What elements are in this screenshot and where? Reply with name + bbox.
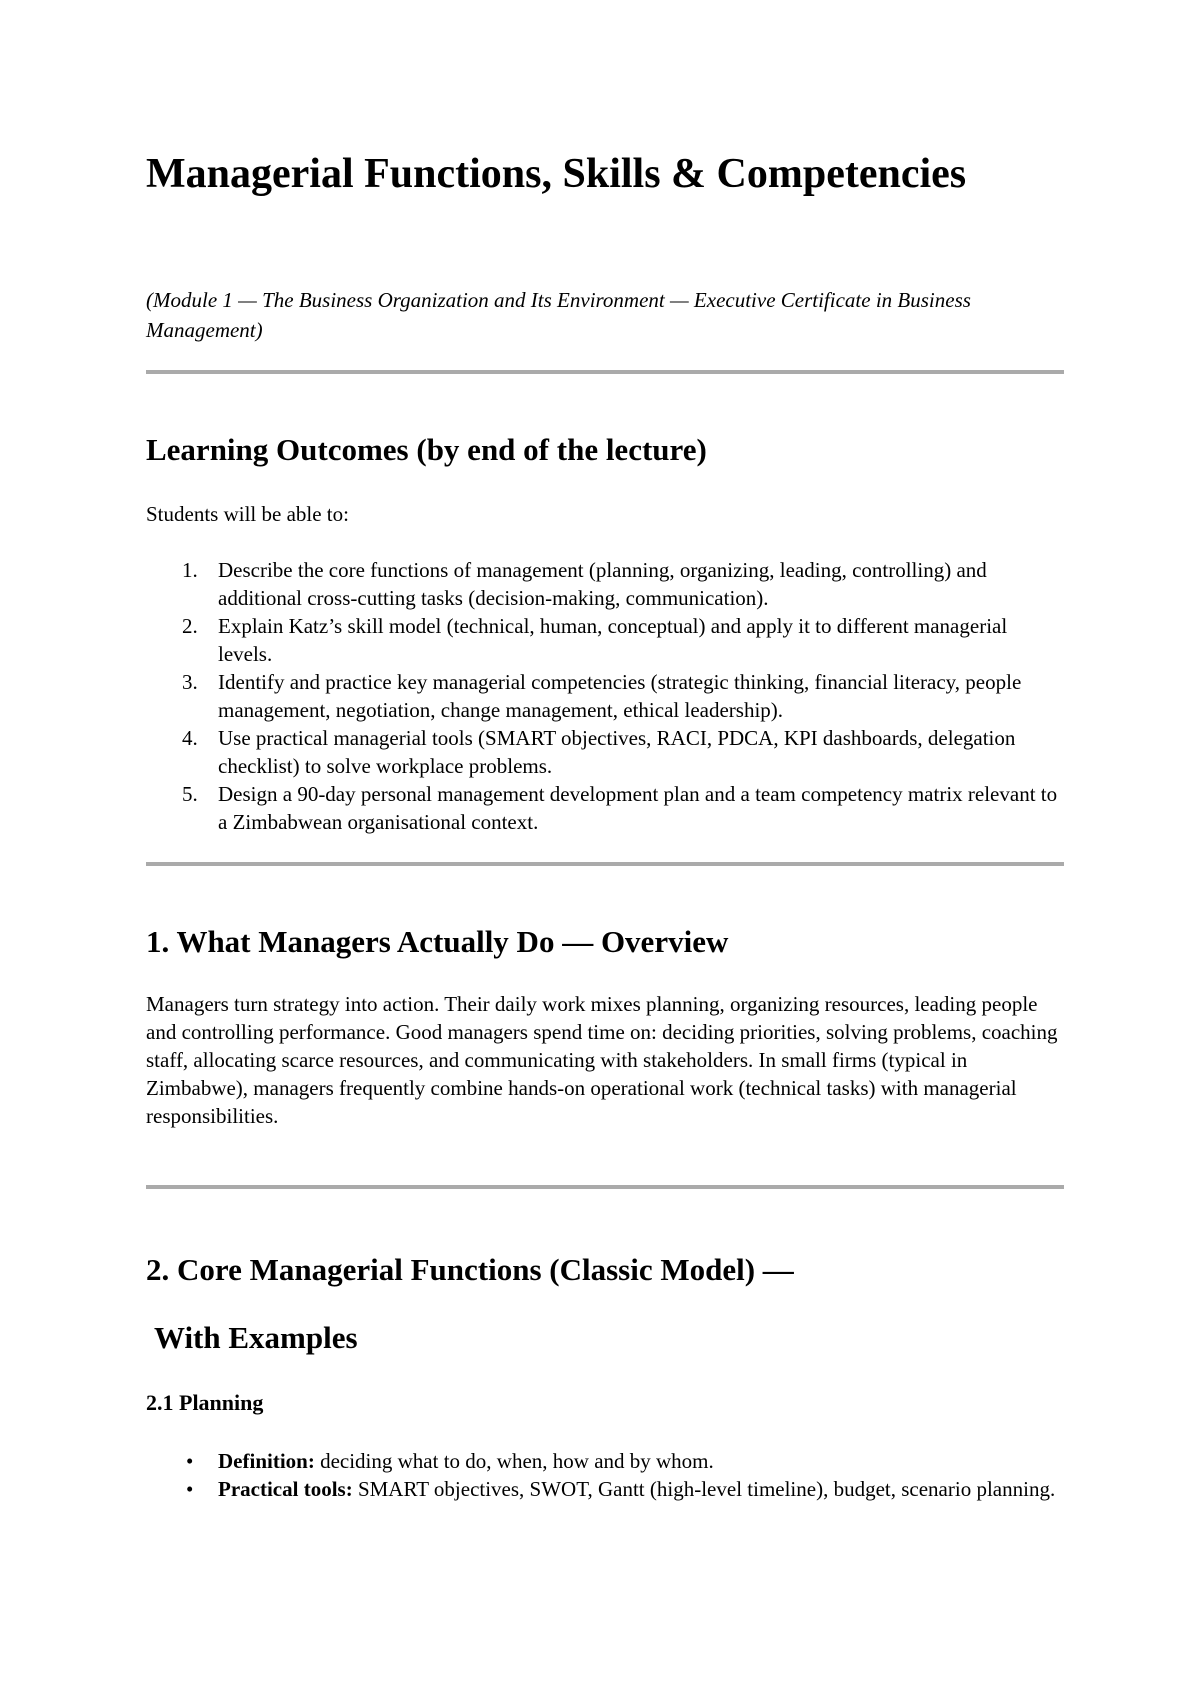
bullet-label: Definition: <box>218 1449 315 1473</box>
document-subtitle: (Module 1 — The Business Organization and Its Environment — Executive Certificate in Business Management) <box>146 288 971 342</box>
section-1-body: Managers turn strategy into action. Their daily work mixes planning, organizing resources, leading people and controlling performance. Good managers spend time on: deciding priorities, solving problems, coaching staff, allocating scarce resources, and communicating with stakeholders. In small firms (typical in Zimbabwe), managers frequently combine hands-on operational work (technical tasks) with managerial responsibilities. <box>146 992 1058 1128</box>
list-item-number: 4. <box>182 726 198 750</box>
list-item-text: Identify and practice key managerial competencies (strategic thinking, financial literacy, people management, negotiation, change management, ethical leadership). <box>218 670 1022 722</box>
list-item-text: Explain Katz’s skill model (technical, human, conceptual) and apply it to different managerial levels. <box>218 614 1008 666</box>
horizontal-rule <box>146 370 1064 374</box>
list-item <box>146 612 1064 668</box>
list-item <box>146 724 1064 780</box>
document-title: Managerial Functions, Skills & Competencies <box>146 151 967 197</box>
section-2-heading-line-1: 2. Core Managerial Functions (Classic Model) — <box>146 1252 794 1287</box>
horizontal-rule <box>146 862 1064 866</box>
list-item-number: 5. <box>182 782 198 806</box>
list-item <box>146 780 1064 836</box>
list-item-number: 2. <box>182 614 198 638</box>
list-item-text: Describe the core functions of management (planning, organizing, leading, controlling) and additional cross-cutting tasks (decision-making, communication). <box>218 558 987 610</box>
list-item <box>146 1475 1064 1503</box>
section-2-heading-line-2: With Examples <box>154 1320 358 1355</box>
bullet-text: SMART objectives, SWOT, Gantt (high-level timeline), budget, scenario planning. <box>352 1477 1056 1501</box>
planning-bullet-list <box>146 1447 1064 1503</box>
section-1-heading: 1. What Managers Actually Do — Overview <box>146 924 729 959</box>
bullet-text: deciding what to do, when, how and by whom. <box>314 1449 714 1473</box>
learning-outcomes-intro: Students will be able to: <box>146 502 349 526</box>
list-item-number: 3. <box>182 670 198 694</box>
bullet-label: Practical tools: <box>218 1477 353 1501</box>
learning-outcomes-heading: Learning Outcomes (by end of the lecture) <box>146 432 707 467</box>
bullet-symbol: • <box>186 1477 194 1501</box>
list-item <box>146 1447 1064 1475</box>
horizontal-rule <box>146 1185 1064 1189</box>
learning-outcomes-list <box>146 556 1064 836</box>
subsection-2-1-heading: 2.1 Planning <box>146 1390 264 1415</box>
list-item <box>146 556 1064 612</box>
list-item-number: 1. <box>182 558 198 582</box>
bullet-symbol: • <box>186 1449 194 1473</box>
list-item <box>146 668 1064 724</box>
list-item-text: Design a 90-day personal management development plan and a team competency matrix relevant to a Zimbabwean organisational context. <box>218 782 1058 834</box>
list-item-text: Use practical managerial tools (SMART objectives, RACI, PDCA, KPI dashboards, delegation checklist) to solve workplace problems. <box>218 726 1016 778</box>
